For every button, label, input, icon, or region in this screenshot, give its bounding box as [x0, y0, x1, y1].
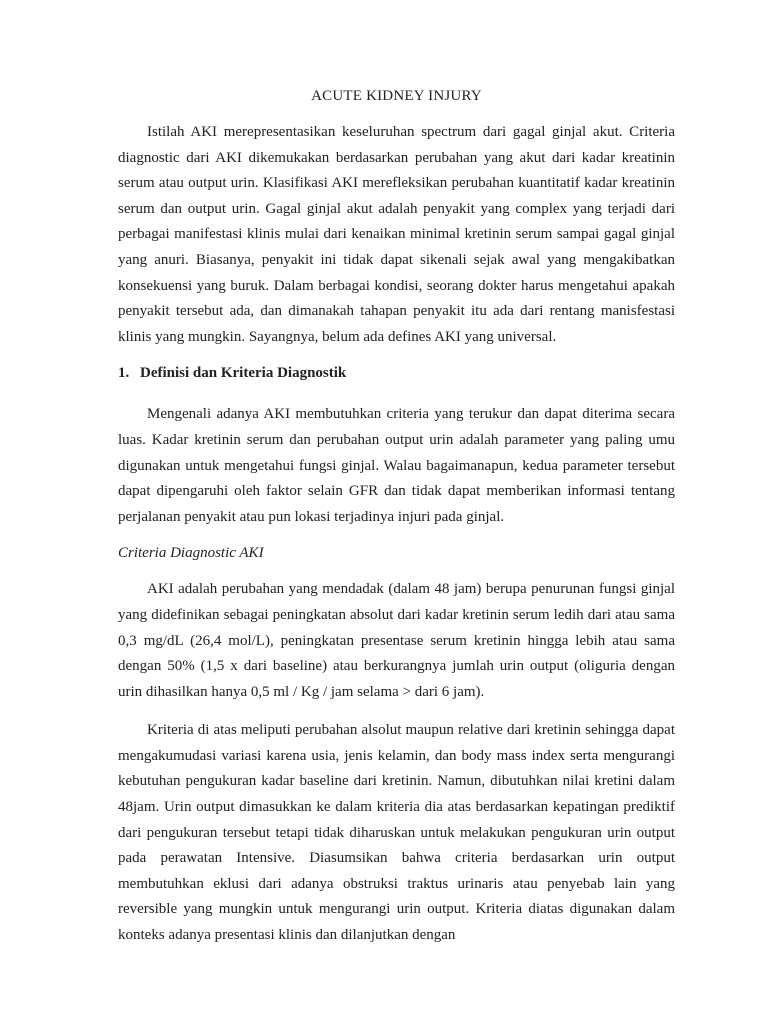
- section-number: 1.: [118, 365, 130, 382]
- section-paragraph: Mengenali adanya AKI membutuhkan criteria yang terukur dan dapat diterima secara luas. Kadar kretinin serum dan perubahan output urin adalah parameter yang paling umu digunakan untuk mengetahui fungsi ginjal. Walau bagaimanapun, kedua parameter tersebut dapat dipengaruhi oleh faktor selain GFR dan tidak dapat memberikan informasi tentang perjalanan penyakit atau pun lokasi terjadinya injuri pada ginjal.: [118, 406, 675, 525]
- subsection-heading: Criteria Diagnostic AKI: [118, 545, 264, 562]
- intro-paragraph: Istilah AKI merepresentasikan keseluruhan spectrum dari gagal ginjal akut. Criteria diagnostic dari AKI dikemukakan berdasarkan perubahan yang akut dari kadar kreatinin serum atau output urin. Klasifikasi AKI merefleksikan perubahan kuantitatif kadar kreatinin serum dan output urin. Gagal ginjal akut adalah penyakit yang complex yang terjadi dari perbagai manifestasi klinis mulai dari kenaikan minimal kretinin serum sampai gagal ginjal yang anuri. Biasanya, penyakit ini tidak dapat sikenali sejak awal yang mengakibatkan konsekuensi yang buruk. Dalam berbagai kondisi, seorang dokter harus mengetahui apakah penyakit tersebut ada, dan dimanakah tahapan penyakit itu ada dari rentang manisfestasi klinis yang mungkin. Sayangnya, belum ada defines AKI yang universal.: [118, 124, 675, 345]
- subsection-paragraph-2: Kriteria di atas meliputi perubahan alsolut maupun relative dari kretinin sehingga dapat mengakumudasi variasi karena usia, jenis kelamin, dan body mass index serta mengurangi kebutuhan pengukuran kadar baseline dari kretinin. Namun, dibutuhkan nilai kretini dalam 48jam. Urin output dimasukkan ke dalam kriteria dia atas berdasarkan kepatingan prediktif dari pengukuran tersebut tetapi tidak diharuskan untuk melakukan pengukuran urin output pada perawatan Intensive. Diasumsikan bahwa criteria berdasarkan urin output membutuhkan eklusi dari adanya obstruksi traktus urinaris atau penyebab lain yang reversible yang mungkin untuk mengurangi urin output. Kriteria diatas digunakan dalam konteks adanya presentasi klinis dan dilanjutkan dengan: [118, 722, 675, 944]
- section-heading: [118, 363, 675, 383]
- document-title: ACUTE KIDNEY INJURY: [311, 88, 482, 104]
- section-heading-text: Definisi dan Kriteria Diagnostik: [140, 365, 347, 382]
- subsection-paragraph-1: AKI adalah perubahan yang mendadak (dalam 48 jam) berupa penurunan fungsi ginjal yang didefinikan sebagai peningkatan absolut dari kadar kretinin serum ledih dari atau sama 0,3 mg/dL (26,4 mol/L), peningkatan presentase serum kretinin hingga lebih atau sama dengan 50% (1,5 x dari baseline) atau berkurangnya jumlah urin output (oliguria dengan urin dihasilkan hanya 0,5 ml / Kg / jam selama > dari 6 jam).: [118, 581, 675, 700]
